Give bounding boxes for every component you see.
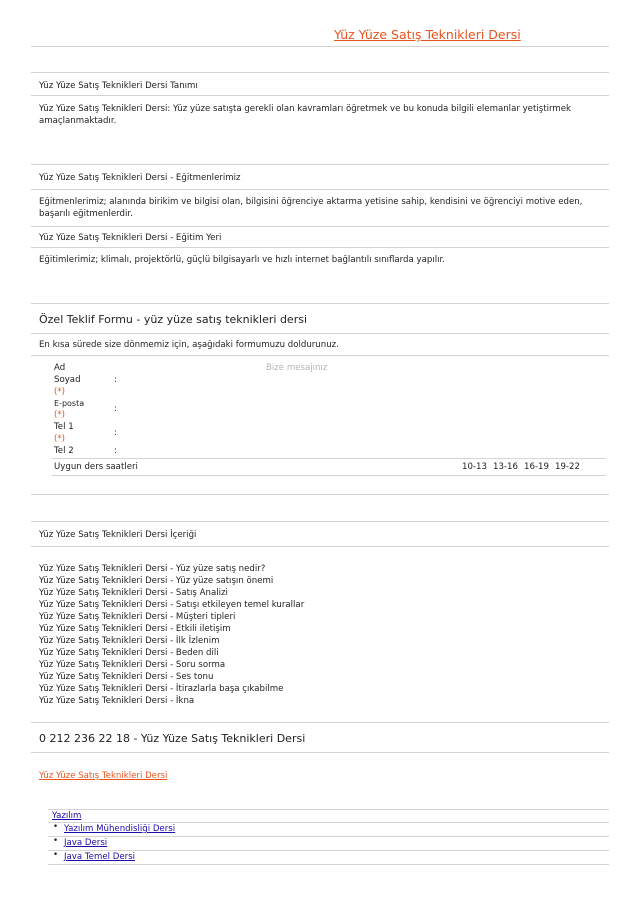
icerik-item: Yüz Yüze Satış Teknikleri Dersi - Ses tonu: [39, 672, 214, 682]
page-title-link[interactable]: Yüz Yüze Satış Teknikleri Dersi: [334, 27, 521, 42]
bullet-icon: •: [53, 850, 59, 860]
hours-option-2[interactable]: 13-16: [493, 462, 518, 472]
divider: [52, 475, 606, 476]
divider: [31, 189, 609, 190]
divider: [31, 247, 609, 248]
divider: [31, 494, 609, 495]
divider: [52, 458, 606, 459]
divider: [31, 72, 609, 73]
icerik-item: Yüz Yüze Satış Teknikleri Dersi - Yüz yüze satışın önemi: [39, 576, 274, 586]
hours-option-1[interactable]: 10-13: [462, 462, 487, 472]
required-mark: (*): [54, 410, 66, 420]
related-heading-link[interactable]: Yazılım: [52, 811, 82, 821]
yer-body: Eğitimlerimiz; klimalı, projektörlü, güçlü bilgisayarlı ve hızlı internet bağlantılı sınıflarda yapılır.: [39, 255, 445, 265]
divider: [31, 521, 609, 522]
related-link[interactable]: Java Temel Dersi: [64, 852, 136, 862]
icerik-item: Yüz Yüze Satış Teknikleri Dersi - Satış Analizi: [39, 588, 228, 598]
bullet-icon: •: [53, 822, 59, 832]
tanim-heading: Yüz Yüze Satış Teknikleri Dersi Tanımı: [39, 81, 198, 91]
icerik-item: Yüz Yüze Satış Teknikleri Dersi - İtirazlarla başa çıkabilme: [39, 684, 284, 694]
icerik-item: Yüz Yüze Satış Teknikleri Dersi - Beden dili: [39, 648, 219, 658]
colon: :: [114, 446, 117, 456]
divider: [31, 355, 609, 356]
tel1-label: Tel 1: [54, 422, 74, 432]
icerik-item: Yüz Yüze Satış Teknikleri Dersi - Satışı etkileyen temel kurallar: [39, 600, 305, 610]
icerik-heading: Yüz Yüze Satış Teknikleri Dersi İçeriği: [39, 530, 197, 540]
form-intro: En kısa sürede size dönmemiz için, aşağıdaki formumuzu doldurunuz.: [39, 340, 339, 350]
icerik-item: Yüz Yüze Satış Teknikleri Dersi - İlk İzlenim: [39, 636, 220, 646]
divider: [31, 333, 609, 334]
form-heading: Özel Teklif Formu - yüz yüze satış teknikleri dersi: [39, 313, 308, 326]
phone-heading: 0 212 236 22 18 - Yüz Yüze Satış Teknikleri Dersi: [39, 732, 306, 745]
required-mark: (*): [54, 434, 66, 444]
divider: [31, 303, 609, 304]
icerik-item: Yüz Yüze Satış Teknikleri Dersi - Yüz yüze satış nedir?: [39, 564, 266, 574]
eposta-label: E-posta: [54, 399, 85, 408]
bullet-icon: •: [53, 836, 59, 846]
divider: [48, 809, 609, 810]
icerik-item: Yüz Yüze Satış Teknikleri Dersi - Müşteri tipleri: [39, 612, 236, 622]
icerik-item: Yüz Yüze Satış Teknikleri Dersi - Etkili iletişim: [39, 624, 231, 634]
footer-course-link[interactable]: Yüz Yüze Satış Teknikleri Dersi: [39, 771, 168, 781]
divider: [31, 164, 609, 165]
hours-label: Uygun ders saatleri: [54, 462, 138, 472]
message-textarea[interactable]: Bize mesajınız: [266, 363, 328, 373]
tanim-body: Yüz Yüze Satış Teknikleri Dersi: Yüz yüze satışta gerekli olan kavramları öğretmek ve bu konuda bilgili elemanlar yetiştirmek amaçlanmaktadır.: [39, 104, 571, 126]
related-link[interactable]: Yazılım Mühendisliği Dersi: [64, 824, 176, 834]
icerik-item: Yüz Yüze Satış Teknikleri Dersi - Soru sorma: [39, 660, 226, 670]
hours-option-4[interactable]: 19-22: [555, 462, 580, 472]
soyad-label: Soyad: [54, 375, 81, 385]
divider: [48, 836, 609, 837]
egitmen-body: Eğitmenlerimiz; alanında birikim ve bilgisi olan, bilgisini öğrenciye aktarma yetisine sahip, kendisini ve öğrenciyi motive eden, başarılı eğitmenlerdir.: [39, 197, 583, 219]
egitmen-heading: Yüz Yüze Satış Teknikleri Dersi - Eğitmenlerimiz: [39, 173, 241, 183]
required-mark: (*): [54, 387, 66, 397]
ad-label: Ad: [54, 363, 66, 373]
colon: :: [114, 375, 117, 385]
divider: [31, 46, 609, 47]
tel2-label: Tel 2: [54, 446, 74, 456]
yer-heading: Yüz Yüze Satış Teknikleri Dersi - Eğitim Yeri: [39, 233, 222, 243]
hours-option-3[interactable]: 16-19: [524, 462, 549, 472]
divider: [31, 752, 609, 753]
related-link[interactable]: Java Dersi: [64, 838, 108, 848]
divider: [31, 95, 609, 96]
divider: [48, 864, 609, 865]
divider: [31, 722, 609, 723]
divider: [31, 546, 609, 547]
icerik-item: Yüz Yüze Satış Teknikleri Dersi - İkna: [39, 696, 195, 706]
colon: :: [114, 404, 117, 414]
colon: :: [114, 428, 117, 438]
divider: [31, 226, 609, 227]
